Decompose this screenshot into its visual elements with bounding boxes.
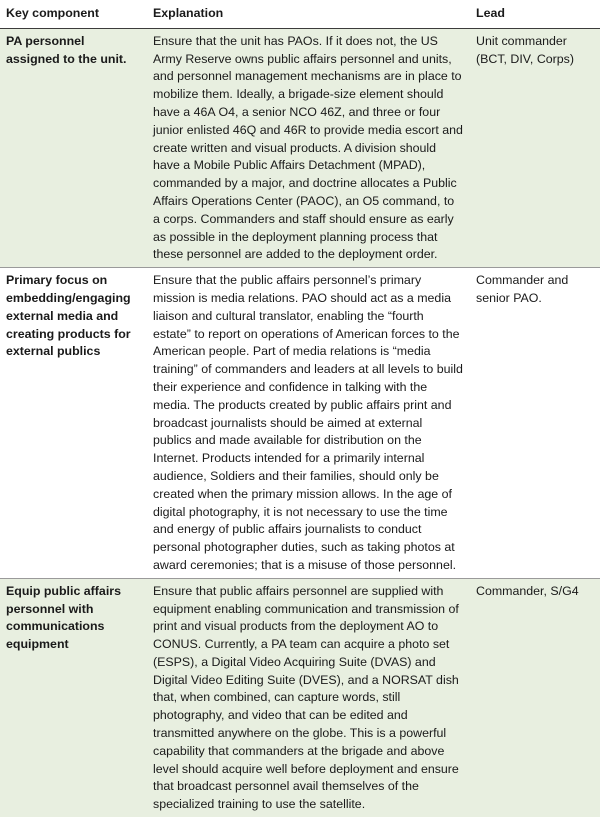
- header-explanation: Explanation: [153, 6, 224, 20]
- table-row: [0, 28, 600, 267]
- table-row: [0, 578, 600, 817]
- lead-cell: Unit commander (BCT, DIV, Corps): [476, 33, 574, 66]
- lead-cell: Commander, S/G4: [476, 583, 579, 598]
- explanation-cell: Ensure that public affairs personnel are supplied with equipment enabling communication and transmission of print and visual products from the deployment AO to CONUS. Currently, a PA team can acquire a photo set (ESPS), a Digital Video Acquiring Suite (DVAS) and Digital Video Editing Suite (DVES), and a NORSAT dish that, when combined, can capture words, still photography, and video that can be edited and transmitted anywhere on the globe. This is a powerful capability that commanders at the brigade and above level should acquire well before deployment and ensure that broadcast personnel avail themselves of the specialized training to use the satellite.: [153, 583, 459, 812]
- lead-cell: Commander and senior PAO.: [476, 273, 569, 305]
- explanation-cell: Ensure that the unit has PAOs. If it does not, the US Army Reserve owns public affairs personnel and units, and personnel management mechanisms are in place to mobilize them. Ideally, a brigade-size element should have a 46A O4, a senior NCO 46Z, and three or four junior enlisted 46Q and 46R to provide media escort and create written and visual products. A division should have a Mobile Public Affairs Detachment (MPAD), commanded by a major, and doctrine allocates a Public Affairs Operations Center (PAOC), an O5 command, to a corps. Commanders and staff should ensure as early as possible in the deployment planning process that these personnel are added to the deployment order.: [153, 33, 463, 262]
- table-body: [0, 28, 600, 817]
- key-component-cell: Equip public affairs personnel with communications equipment: [6, 583, 121, 652]
- key-component-cell: PA personnel assigned to the unit.: [6, 33, 127, 66]
- key-component-cell: Primary focus on embedding/engaging external media and creating products for external publics: [6, 273, 131, 359]
- table-row: [0, 268, 600, 579]
- header-lead: Lead: [476, 6, 505, 20]
- table-header: [0, 0, 600, 28]
- header-key-component: Key component: [6, 6, 99, 20]
- explanation-cell: Ensure that the public affairs personnel’s primary mission is media relations. PAO should act as a media liaison and cultural translator, enabling the “fourth estate” to report on operations of American forces to the American people. Part of media relations is “media training” of commanders and leaders at all levels to build their experience and confidence in talking with the media. The products created by public affairs print and broadcast journalists should be aimed at external publics and made available for distribution on the Internet. Products intended for a primarily internal audience, Soldiers and their families, should only be created when the primary mission allows. In the age of digital photography, it is not necessary to use the time and energy of public affairs journalists to conduct personal photographer duties, such as taking photos at award ceremonies; that is a misuse of those personnel.: [153, 273, 463, 572]
- header-row: [0, 0, 600, 28]
